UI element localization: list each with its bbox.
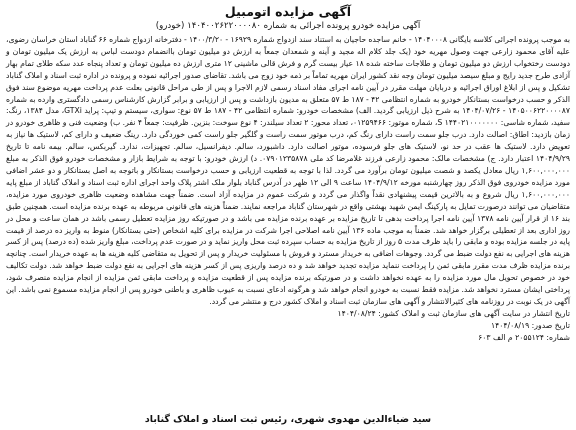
notice-subtitle: آگهی مزایده خودرو پرونده اجرائی به شماره ۱۴۰۴۰۰۲۶۲۲۰۰۰۰۸۰ (خودرو) bbox=[155, 21, 421, 31]
reference-number: شماره: ۲۰۵۵۱۲۴ م الف ۶۰۳ bbox=[478, 332, 570, 342]
signature-line: سید ضیاءالدین مهدوی شهری، رئیس ثبت اسناد و املاک گناباد bbox=[144, 414, 432, 425]
publish-date: تاریخ انتشار در سایت آگهی های سازمان ثبت و املاک کشور: ۱۴۰۴/۰۸/۲۴ bbox=[337, 308, 570, 318]
notice-body: به موجب پرونده اجرائی کلاسه بایگانی ۱۴۰۴۰۰۰۸ - خانم ساجده حاجیان به استناد سند ازدواج شماره ۱۶۹۲۹ - ۱۴۰۰/۳/۲۰ - دفترخانه ازدواج شماره ۶۶ گناباد استان خراسان رضوی، علیه آقای محمود زارعی جهت وصول مهریه خود (یک جلد کلام اله مجید و آینه و شمعدان جمعاً به ارزش دو میلیون تومان باانضمام دودست لباس به ارزش یک میلیون تومان و دودست رختخواب ارزش دو میلیون تومان و طلاجات ساخته شده ۱۸ عیار بیست گرم و فرش قالی ماشینی ۱۲ متری ارزش ده میلیون تومان و تعداد پنجاه عدد سکه طلای تمام بهار آزادی طرح جدید رایج و مبلغ سیصد میلیون تومان وجه نقد کشور ایران مهریه تماماً بر ذمه خود زوج می باشد. تقاضای صدور اجرائیه نموده و پرونده در اداره ثبت اسناد و املاک گناباد تشکیل و پس از ابلاغ اوراق اجرائیه و دربایان مهلت مقرر در آیین نامه اجرای مفاد اسناد رسمی لازم الاجرا و پس از طی مراحل قانونی بعلت عدم پرداخت مهریه موضوع سند فوق الذکر و حسب درخواست بستانکار خودرو به شماره انتظامی ۴۲ - ۱۸۷ ط ۵۷ متعلق به مدیون بازداشت و پس از ارزیابی و برابر گزارش کارشناس رسمی دادگستری وارده به شماره ۱۴۰۵۰۰۶۲۲۰۰۰۰۸۷ - ۱۴۰۴/۰۷/۲۶ به شرح ذیل ارزیابی گردید. الف) مشخصات خودرو: شماره انتظامی ۴۲ - ۱۸۷ ط ۵۷ نوع: سواری، سیستم و تیپ: پراید GTXi، مدل ۱۳۸۴، رنگ: سفید، شماره شاسی: ۱۴۴۰۲۱۰۰۰۰۰۰۰ S، شماره موتور: ۰۱۲۵۹۴۶۶، تعداد محور: ۲ تعداد سیلندر: ۴ نوع سوخت: بنزین. ظرفیت: جمعاً ۴ نفر. ب) وضعیت فنی و ظاهری خودرو در زمان بازدید: اطاق: اصالت دارد. درب جلو سمت راست دارای رنگ کم، درب موتور سمت راست و گلگیر جلو راست کمی خوردگی دارد. رینگ ضعیف و دارای کم، لاستیک ها نیاز به تعویض دارد. لاستیک ها عقب در حد نو، لاستیک های جلو فرسوده، موتور اصالت دارد. داشبورد، سالم. دیفرانسیل، سالم. تجهیزات، ندارد. گیربکس، سالم. بیمه نامه تا تاریخ ۱۴۰۴/۹/۲۹ اعتبار دارد. ج) مشخصات مالک: محمود زارعی فرزند غلامرضا کد ملی ۰۷۹۰۱۲۳۵۸۷۸. د) ارزش خودرو: با توجه به شرایط بازار و مشخصات خودرو فوق الذکر به مبلغ ۱,۶۰۰,۰۰۰,۰۰۰ ریال معادل یکصد و شصت میلیون تومان برآورد می گردد. لذا با توجه به قطعیت ارزیابی و حسب درخواست بستانکار و باتوجه به اصل بستانکار و دو عشر اضافی مورد مزایده خودروی فوق الذکر روز چهارشنبه مورخه ۱۴۰۴/۹/۱۲ ساعت ۹ الی ۱۲ ظهر در آدرس گناباد بلوار ملک اشتر پلاک واحد اجرای اداره ثبت اسناد و املاک گناباد از مبلغ پایه ۱,۶۰۰,۰۰۰,۰۰۰ ریال شروع و به بالاترین قیمت پیشنهادی نقداً واگذار می گردد و شرکت عموم در مزایده آزاد است. ضمناً جهت مشاهده وضعیت ظاهری خودروی مورد مزایده، متقاضیان می توانند درصورت تمایل به پارکینگ ایمن شهید بهشتی واقع در شهرستان گناباد مراجعه نمایند. ضمناً هزینه های قانونی مربوطه به عهده برنده مزایده است. همچنین طبق بند ۱۶ از قرار آیین نامه ۱۳۷۸ آیین نامه اجرا پرداخت بدهی تا تاریخ مزایده بر عهده برنده مزایده می باشد و در صورتیکه روز مزایده تعطیل رسمی باشد در همان ساعت و محل در روز اداری بعد از تعطیلی برگزار خواهد شد. ضمناً به موجب ماده ۱۳۶ آیین نامه اصلاحی اجرا شرکت در مزایده برای کلیه اشخاص (حتی بستانکار) منوط به واریز ده درصد از قیمت پایه در جلسه مزایده بوده و مابقی را باید ظرف مدت ۵ روز از تاریخ مزایده به حساب سپرده ثبت محل واریز نماید و در صورت عدم پرداخت، مبلغ واریز شده (ده درصد) پس از کسر هزینه های اجرایی به نفع دولت ضبط می گردد. وجوهات اضافی به خریدار مسترد و فروش با مسئولیت خریدار و پس از تحویل به متقاضی کلیه هزینه ها به عهده خریدار است. چنانچه برنده مزایده ظرف مدت مقرر مابقی ثمن را پرداخت ننماید مزایده تجدید خواهد شد و ده درصد واریزی پس از کسر هزینه های اجرایی به نفع دولت ضبط خواهد شد. دولت تکالیف خود در خصوص تحویل مال مورد مزایده را به عهده نخواهد داشت و در صورتیکه برنده مزایده پس از قطعیت مزایده و پرداخت مابقی ثمن مزایده از انجام مزایده منصرف شود، پرداختی ایشان مسترد نخواهد شد. مزایده فقط نسبت به خودرو انجام خواهد شد و هرگونه ادعای نسبت به عیوب ظاهری و باطنی خودرو پس از انجام مزایده مسموع نمی باشد. این آگهی در یک نوبت در روزنامه های کثیرالانتشار و آگهی های سازمان ثبت اسناد و املاک کشور درج و منتشر می گردد. bbox=[6, 35, 571, 306]
issue-date: تاریخ صدور: ۱۴۰۴/۰۸/۱۹ bbox=[491, 320, 570, 330]
notice-title: آگهی مزایده اتومبیل bbox=[224, 4, 352, 19]
